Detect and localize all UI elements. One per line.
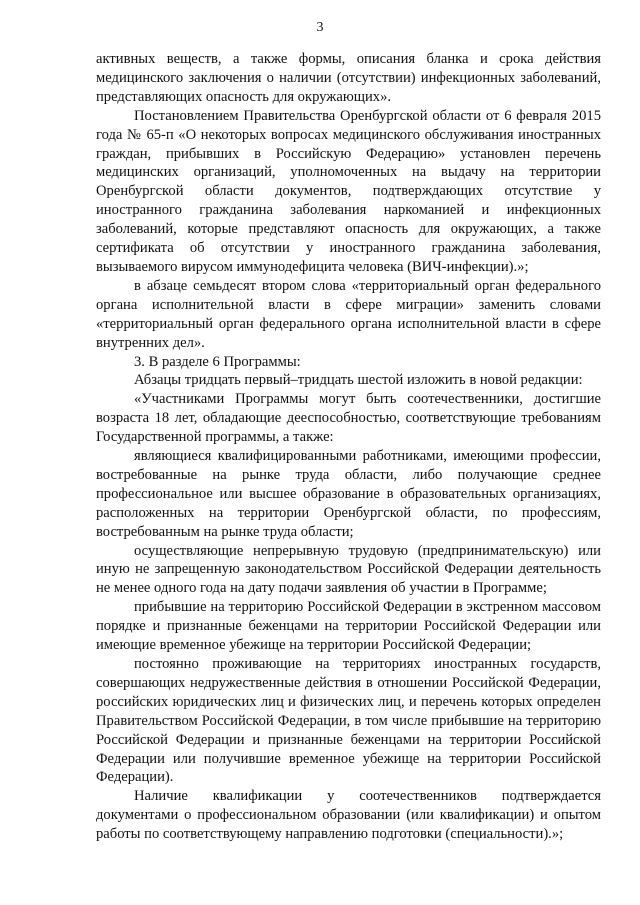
paragraph-continuation: активных веществ, а также формы, описания бланка и срока действия медицинского заключения о наличии (отсутствии) инфекционных заболеваний, представляющих опасность для окружающих». — [96, 51, 601, 105]
paragraph-government-resolution: Постановлением Правительства Оренбургской области от 6 февраля 2015 года № 65-п «О некоторых вопросах медицинского обслуживания иностранных граждан, прибывших в Российскую Федерацию» установлен перечень медицинских организаций, уполномоченных на выдачу на территории Оренбургской области документов, подтверждающих отсутствие у иностранного гражданина заболевания наркоманией и инфекционных заболеваний, которые представляют опасность для окружающих, а также сертификата об отсутствии у иностранного гражданина заболевания, вызываемого вирусом иммунодефицита человека (ВИЧ-инфекции).»; — [96, 107, 601, 275]
paragraph-amendment-72: в абзаце семьдесят втором слова «территориальный орган федерального органа исполнительной власти в сфере миграции» заменить словами «территориальный орган федерального органа исполнительной власти в сфере внутренних дел». — [96, 277, 601, 351]
list-item-unfriendly-states: постоянно проживающие на территориях иностранных государств, совершающих недружественные действия в отношении Российской Федерации, российских юридических лиц и физических лиц, и перечень которых определен Правительством Российской Федерации, в том числе прибывшие на территорию Российской Федерации и признанные беженцами на территории Российской Федерации или получившие временное убежище на территории Российской Федерации). — [96, 656, 601, 786]
paragraph-qualification: Наличие квалификации у соотечественников подтверждается документами о профессиональном образовании (или квалификации) и опытом работы по соответствующему направлению подготовки (специальности).»; — [96, 788, 601, 843]
list-item-refugees: прибывшие на территорию Российской Федерации в экстренном массовом порядке и признанные беженцами на территории Российской Федерации или имеющие временное убежище на территории Российской Федерации; — [96, 599, 601, 654]
list-item-continuous-activity: осуществляющие непрерывную трудовую (предпринимательскую) или иную не запрещенную законодательством Российской Федерации деятельность не менее одного года на дату подачи заявления об участии в Программе; — [96, 542, 601, 597]
document-body — [96, 50, 601, 844]
paragraph-participants: «Участниками Программы могут быть соотечественники, достигшие возраста 18 лет, обладающие дееспособностью, соответствующие требованиям Государственной программы, а также: — [96, 391, 601, 446]
page-number: 3 — [316, 20, 324, 35]
paragraph-new-edition: Абзацы тридцать первый–тридцать шестой изложить в новой редакции: — [134, 372, 583, 389]
section-heading: 3. В разделе 6 Программы: — [134, 353, 301, 370]
list-item-qualified-workers: являющиеся квалифицированными работниками, имеющими профессии, востребованные на рынке труда области, либо получающие среднее профессиональное или высшее образование в образовательных организациях, расположенных на территории Оренбургской области, по профессиям, востребованным на рынке труда области; — [96, 448, 601, 540]
